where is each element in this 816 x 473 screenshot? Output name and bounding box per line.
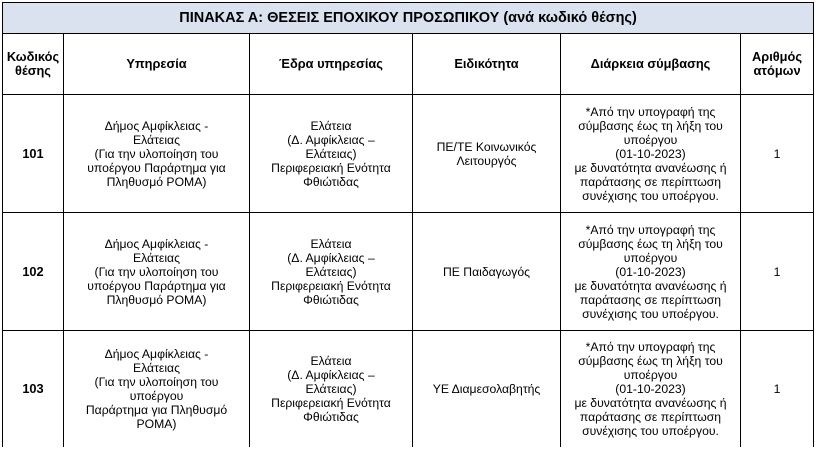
text-line: Δήμος Αμφίκλειας - <box>104 347 209 361</box>
text-line: Ελάτειας) <box>305 264 357 279</box>
cell-duration <box>561 95 741 213</box>
text-line: *Από την υπογραφή της <box>585 222 716 237</box>
cell-duration <box>561 213 741 331</box>
positions-table <box>2 2 814 447</box>
text-line: (Για την υλοποίηση του <box>94 264 219 279</box>
text-line: συνέχισης του υποέργου. <box>582 424 719 438</box>
text-line: Ελάτεια <box>310 118 352 133</box>
text-line: Ελάτειας) <box>305 382 357 396</box>
table-row <box>3 213 814 331</box>
header-code-line-2: θέσης <box>15 63 51 78</box>
text-line: Φθιώτιδας <box>303 174 359 189</box>
header-code-line-1: Κωδικός <box>6 49 60 64</box>
text-line: (Δ. Αμφίκλειας – <box>287 368 375 382</box>
text-line: Πληθυσμό ΡΟΜΑ) <box>106 292 207 307</box>
table-header-row <box>3 34 814 95</box>
document-page <box>0 2 816 473</box>
text-line: Παράρτημα για Πληθυσμό <box>85 403 228 417</box>
header-persons-line-2: ατόμων <box>753 63 801 78</box>
header-persons-line-1: Αριθμός <box>752 49 802 64</box>
text-line: Ελάτεια <box>310 354 352 368</box>
text-line: Περιφερειακή Ενότητα <box>271 278 391 293</box>
text-line: (Δ. Αμφίκλειας – <box>287 132 375 147</box>
cell-specialty <box>413 213 561 331</box>
text-line: Περιφερειακή Ενότητα <box>271 396 391 410</box>
text-line: με δυνατότητα ανανέωσης ή <box>574 278 727 293</box>
text-line: Δήμος Αμφίκλειας - <box>104 236 209 251</box>
text-line: (01-10-2023) <box>615 146 686 161</box>
text-line: υποέργου Παράρτημα για <box>87 278 226 293</box>
table-row <box>3 331 814 448</box>
cell-specialty <box>413 95 561 213</box>
text-line: υποέργου <box>623 132 678 147</box>
text-line: υποέργου <box>623 250 678 265</box>
cell-code: 103 <box>3 331 64 448</box>
header-code <box>3 34 64 95</box>
text-line: με δυνατότητα ανανέωσης ή <box>574 160 727 175</box>
table-title-row <box>3 3 814 34</box>
header-duration: Διάρκεια σύμβασης <box>561 34 741 95</box>
text-line: υποέργου Παράρτημα για <box>87 160 226 175</box>
text-line: Πληθυσμό ΡΟΜΑ) <box>106 174 207 189</box>
text-line: παράτασης σε περίπτωση <box>579 292 722 307</box>
header-specialty: Ειδικότητα <box>413 34 561 95</box>
text-line: ΡΟΜΑ) <box>136 417 177 431</box>
text-line: Ελάτειας <box>133 132 180 147</box>
text-line: υποέργου <box>129 389 184 403</box>
text-line: σύμβασης έως τη λήξη του <box>578 354 723 368</box>
text-line: παράτασης σε περίπτωση <box>579 410 722 424</box>
text-line: με δυνατότητα ανανέωσης ή <box>574 396 727 410</box>
text-line: (Δ. Αμφίκλειας – <box>287 250 375 265</box>
text-line: *Από την υπογραφή της <box>585 104 716 119</box>
table-row <box>3 95 814 213</box>
table-title: ΠΙΝΑΚΑΣ Α: ΘΕΣΕΙΣ ΕΠΟΧΙΚΟΥ ΠΡΟΣΩΠΙΚΟΥ (ανά κωδικό θέσης) <box>3 3 814 34</box>
text-line: Δήμος Αμφίκλειας - <box>104 118 209 133</box>
cell-code: 101 <box>3 95 64 213</box>
cell-service <box>64 331 250 448</box>
cell-service <box>64 95 250 213</box>
text-line: ΥΕ Διαμεσολαβητής <box>432 382 541 396</box>
text-line: ΠΕ/ΤΕ Κοινωνικός <box>436 139 537 154</box>
text-line: ΠΕ Παιδαγωγός <box>442 264 531 279</box>
cell-service <box>64 213 250 331</box>
text-line: συνέχισης του υποέργου. <box>582 306 719 321</box>
text-line: *Από την υπογραφή της <box>585 340 716 354</box>
text-line: Ελάτειας <box>133 250 180 265</box>
text-line: Λειτουργός <box>456 153 517 168</box>
text-line: συνέχισης του υποέργου. <box>582 188 719 203</box>
cell-persons: 1 <box>741 213 814 331</box>
text-line: Ελάτεια <box>310 236 352 251</box>
cell-specialty <box>413 331 561 448</box>
cell-code: 102 <box>3 213 64 331</box>
text-line: Φθιώτιδας <box>303 292 359 307</box>
text-line: υποέργου <box>623 368 678 382</box>
cell-seat <box>250 331 413 448</box>
cell-persons: 1 <box>741 331 814 448</box>
text-line: Ελάτειας <box>133 361 180 375</box>
header-seat: Έδρα υπηρεσίας <box>250 34 413 95</box>
cell-duration <box>561 331 741 448</box>
text-line: (01-10-2023) <box>615 264 686 279</box>
cell-seat <box>250 213 413 331</box>
header-service: Υπηρεσία <box>64 34 250 95</box>
text-line: Ελάτειας) <box>305 146 357 161</box>
cell-seat <box>250 95 413 213</box>
header-persons <box>741 34 814 95</box>
cell-persons: 1 <box>741 95 814 213</box>
text-line: (01-10-2023) <box>615 382 686 396</box>
text-line: Περιφερειακή Ενότητα <box>271 160 391 175</box>
text-line: (Για την υλοποίηση του <box>94 375 219 389</box>
text-line: σύμβασης έως τη λήξη του <box>578 236 723 251</box>
text-line: παράτασης σε περίπτωση <box>579 174 722 189</box>
text-line: Φθιώτιδας <box>303 410 359 424</box>
text-line: (Για την υλοποίηση του <box>94 146 219 161</box>
text-line: σύμβασης έως τη λήξη του <box>578 118 723 133</box>
